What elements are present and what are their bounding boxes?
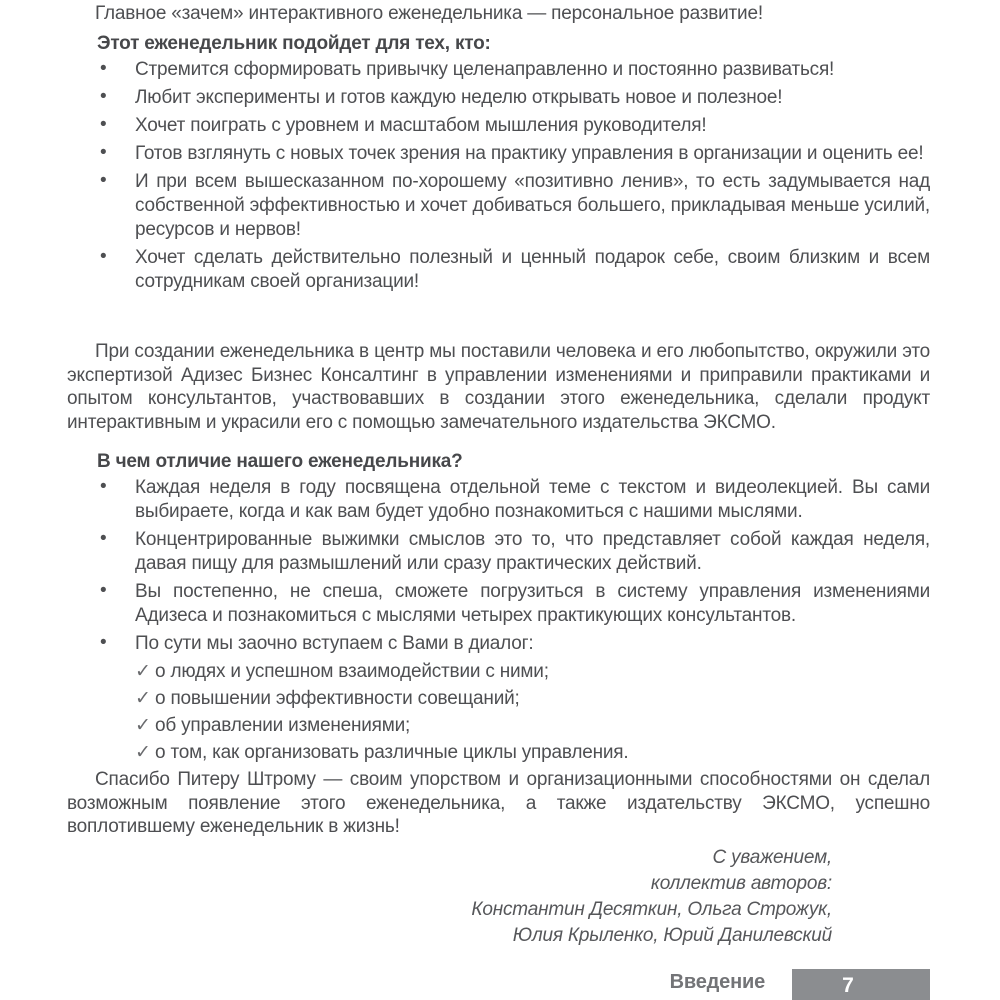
signature-line: коллектив авторов: <box>650 873 832 894</box>
dialog-topic-item-text: об управлении изменениями; <box>155 715 411 736</box>
difference-list-item <box>67 580 930 628</box>
audience-list-item <box>67 114 930 138</box>
section-heading-difference: В чем отличие нашего еженедельника? <box>97 451 463 472</box>
bullet-icon: • <box>100 114 107 135</box>
signature-line: Константин Десяткин, Ольга Строжук, <box>471 899 832 920</box>
bullet-icon: • <box>100 476 107 497</box>
difference-list-item-text: Вы постепенно, не спеша, сможете погрузиться в систему управления изменениями Адизеса и познакомиться с мыслями четырех практикующих консультантов. <box>135 581 930 626</box>
dialog-topic-item-text: о том, как организовать различные циклы управления. <box>155 742 629 763</box>
page-number: 7 <box>842 974 854 997</box>
check-icon: ✓ <box>135 661 151 682</box>
page-number-box <box>792 969 930 1000</box>
dialog-topic-item-text: о людях и успешном взаимодействии с ними; <box>155 661 549 682</box>
audience-list-item-text: Стремится сформировать привычку целенаправленно и постоянно развиваться! <box>135 59 835 80</box>
audience-list-item <box>67 142 930 166</box>
check-icon: ✓ <box>135 742 151 763</box>
check-icon: ✓ <box>135 688 151 709</box>
signature-block <box>67 845 832 949</box>
bullet-icon: • <box>100 528 107 549</box>
dialog-topic-item <box>67 739 930 766</box>
bullet-icon: • <box>100 170 107 191</box>
difference-list-item <box>67 528 930 576</box>
signature-line: Юлия Крыленко, Юрий Данилевский <box>512 925 832 946</box>
bullet-icon: • <box>100 142 107 163</box>
intro-paragraph: Главное «зачем» интерактивного еженедельника — персональное развитие! <box>95 3 763 24</box>
footer-section-label: Введение <box>669 971 765 993</box>
audience-list-item <box>67 246 930 294</box>
audience-list-item-text: Хочет сделать действительно полезный и ценный подарок себе, своим близким и всем сотрудникам своей организации! <box>135 247 930 292</box>
check-icon: ✓ <box>135 715 151 736</box>
section-heading-audience: Этот еженедельник подойдет для тех, кто: <box>97 33 491 54</box>
thanks-paragraph: Спасибо Питеру Штрому — своим упорством и организационными способностями он сделал возможным появление этого еженедельника, а также издательству ЭКСМО, успешно воплотившему еженедельник в жизнь! <box>67 769 930 837</box>
difference-list <box>67 476 930 660</box>
audience-list-item-text: Хочет поиграть с уровнем и масштабом мышления руководителя! <box>135 115 707 136</box>
bullet-icon: • <box>100 632 107 653</box>
audience-list-item-text: Любит эксперименты и готов каждую неделю открывать новое и полезное! <box>135 87 783 108</box>
dialog-topic-item <box>67 658 930 685</box>
audience-list-item-text: И при всем вышесказанном по-хорошему «позитивно ленив», то есть задумывается над собственной эффективностью и хочет добиваться большего, прикладывая меньше усилий, ресурсов и нервов! <box>135 171 930 240</box>
audience-list-item <box>67 58 930 82</box>
dialog-topics-list <box>67 658 930 766</box>
difference-list-item-text: По сути мы заочно вступаем с Вами в диалог: <box>135 633 534 654</box>
audience-list <box>67 58 930 298</box>
difference-list-item-text: Концентрированные выжимки смыслов это то, что представляет собой каждая неделя, давая пищу для размышлений или сразу практических действий. <box>135 529 930 574</box>
bullet-icon: • <box>100 86 107 107</box>
bullet-icon: • <box>100 58 107 79</box>
difference-list-item <box>67 476 930 524</box>
bullet-icon: • <box>100 246 107 267</box>
audience-list-item <box>67 170 930 242</box>
audience-list-item <box>67 86 930 110</box>
difference-list-item <box>67 632 930 656</box>
dialog-topic-item-text: о повышении эффективности совещаний; <box>155 688 520 709</box>
signature-line: С уважением, <box>712 847 832 868</box>
audience-list-item-text: Готов взглянуть с новых точек зрения на практику управления в организации и оценить ее! <box>135 143 924 164</box>
difference-list-item-text: Каждая неделя в году посвящена отдельной теме с текстом и видеолекцией. Вы сами выбираете, когда и как вам будет удобно познакомиться с нашими мыслями. <box>135 477 930 522</box>
bullet-icon: • <box>100 580 107 601</box>
dialog-topic-item <box>67 712 930 739</box>
creation-paragraph: При создании еженедельника в центр мы поставили человека и его любопытство, окружили это экспертизой Адизес Бизнес Консалтинг в управлении изменениями и приправили практиками и опытом консультантов, участвовавших в создании этого еженедельника, сделали продукт интерактивным и украсили его с помощью замечательного издательства ЭКСМО. <box>67 341 930 433</box>
dialog-topic-item <box>67 685 930 712</box>
